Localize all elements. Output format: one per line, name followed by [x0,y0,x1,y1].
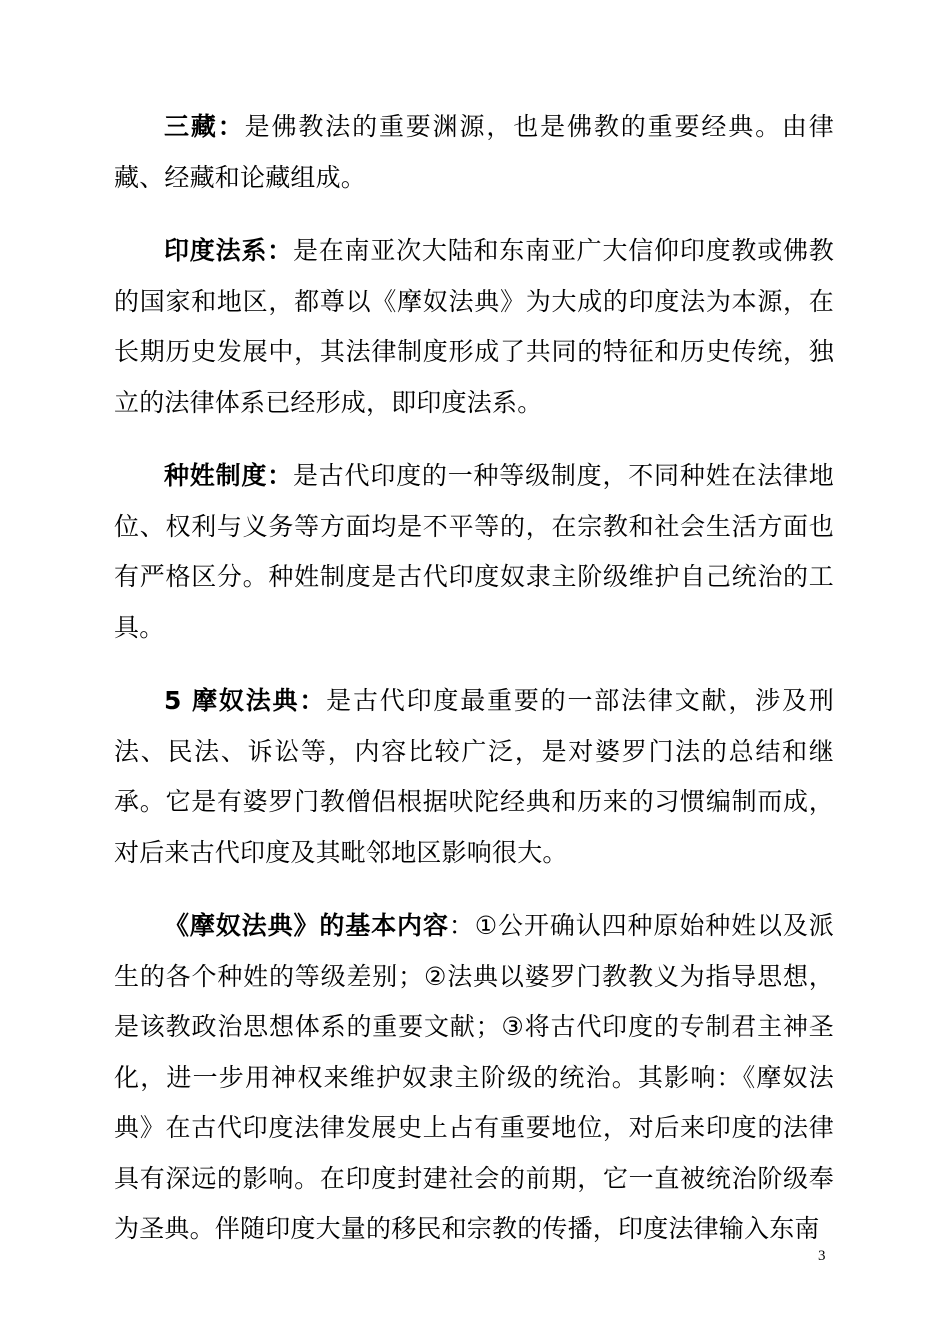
definition-caste-system: 是古代印度的一种等级制度，不同种姓在法律地位、权利与义务等方面均是不平等的，在宗教和社会生活方面也有严格区分。种姓制度是古代印度奴隶主阶级维护自己统治的工具。 [114,461,834,642]
paragraph-tripitaka [114,102,834,203]
definition-manu-basic-content: ：①公开确认四种原始种姓以及派生的各个种姓的等级差别；②法典以婆罗门教教义为指导思想，是该教政治思想体系的重要文献；③将古代印度的专制君主神圣化，进一步用神权来维护奴隶主阶级的统治。其影响：《摩奴法典》在古代印度法律发展史上占有重要地位，对后来印度的法律具有深远的影响。在印度封建社会的前期，它一直被统治阶级奉为圣典。伴随印度大量的移民和宗教的传播，印度法律输入东南 [114,911,835,1243]
definition-laws-of-manu: 是古代印度最重要的一部法律文献，涉及刑法、民法、诉讼等，内容比较广泛，是对婆罗门法的总结和继承。它是有婆罗门教僧侣根据吠陀经典和历来的习惯编制而成，对后来古代印度及其毗邻地区影响很大。 [114,686,834,867]
term-manu-basic-content: 《摩奴法典》的基本内容 [164,911,449,940]
paragraph-caste-system [114,451,834,653]
term-tripitaka: 三藏： [164,112,245,141]
document-page [114,102,834,1278]
paragraph-indian-legal-system [114,226,834,428]
term-laws-of-manu: 5 摩奴法典： [164,686,327,715]
paragraph-laws-of-manu [114,676,834,878]
page-number: 3 [818,1248,826,1264]
definition-indian-legal-system: 是在南亚次大陆和东南亚广大信仰印度教或佛教的国家和地区，都尊以《摩奴法典》为大成的印度法为本源，在长期历史发展中，其法律制度形成了共同的特征和历史传统，独立的法律体系已经形成，即印度法系。 [114,236,834,417]
definition-tripitaka: 是佛教法的重要渊源，也是佛教的重要经典。由律藏、经藏和论藏组成。 [114,112,834,192]
term-indian-legal-system: 印度法系： [164,236,293,265]
paragraph-manu-basic-content [114,901,834,1255]
term-caste-system: 种姓制度： [164,461,293,490]
